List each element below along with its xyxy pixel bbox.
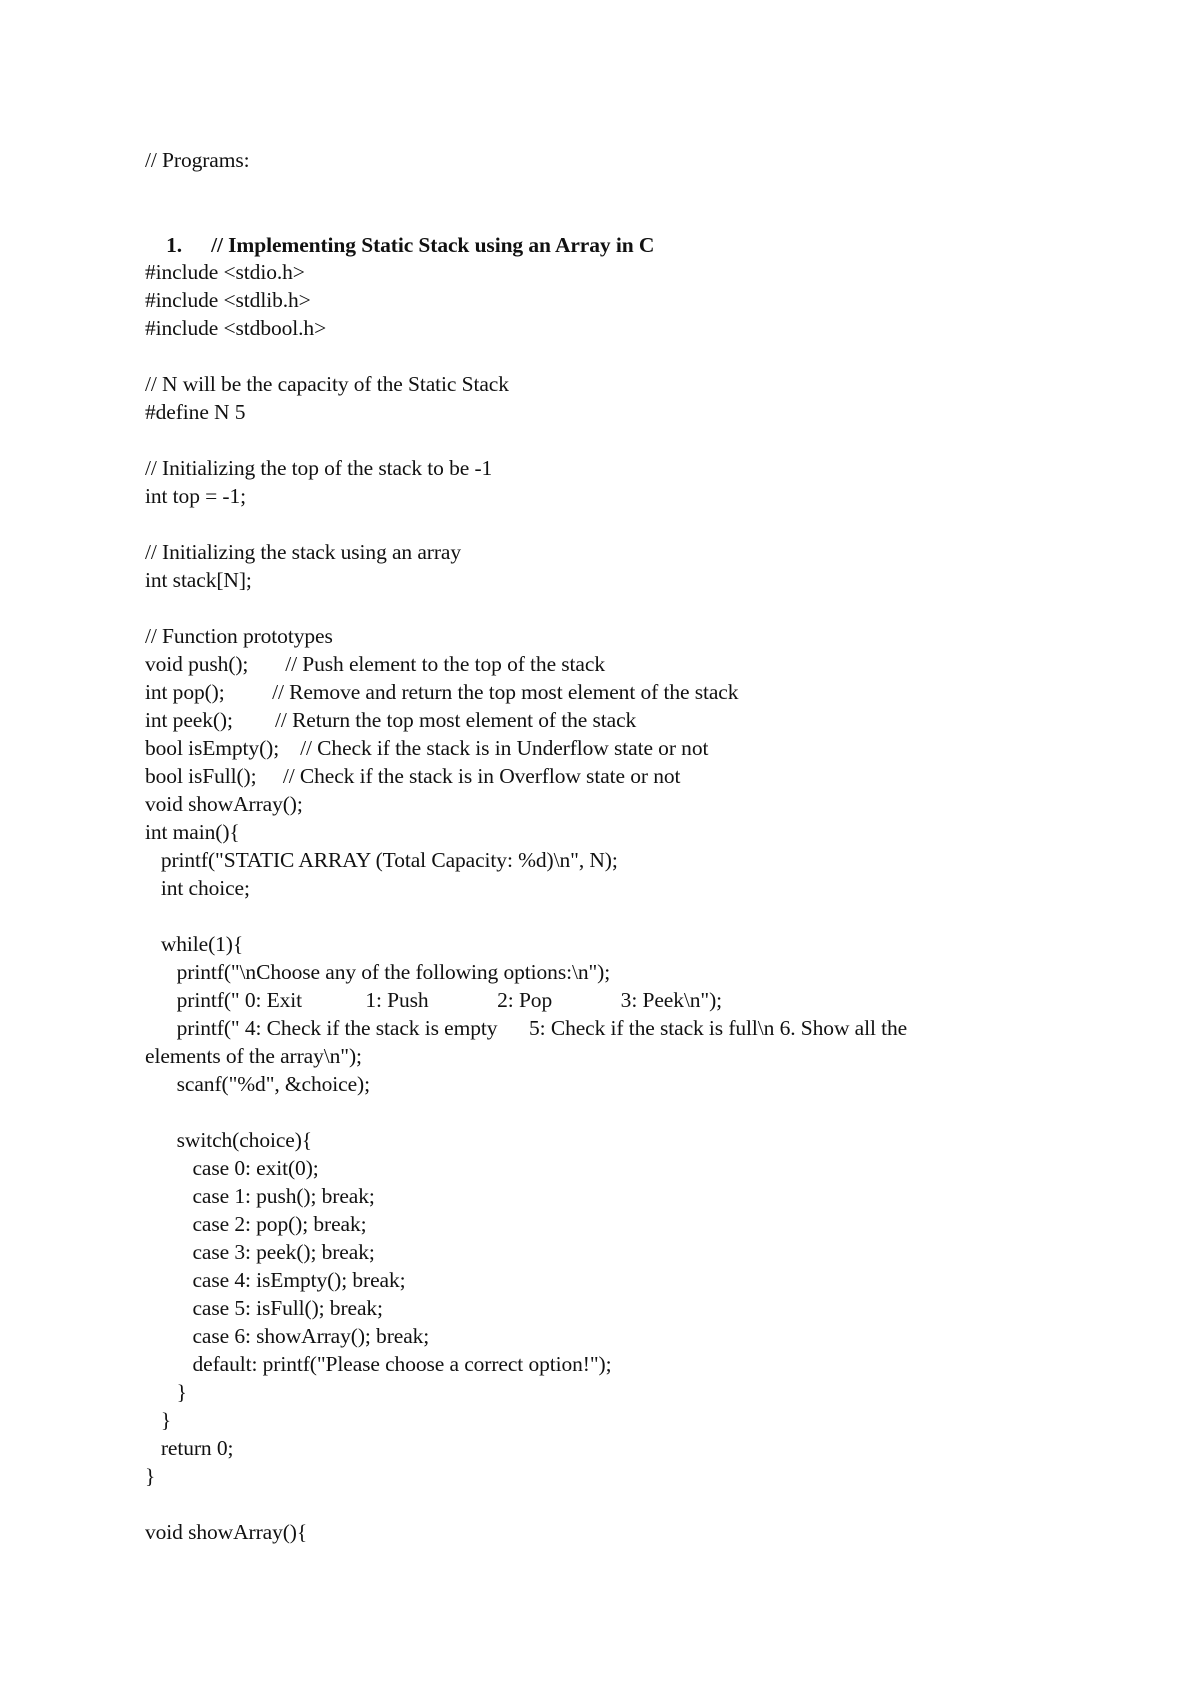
code-line: default: printf("Please choose a correct option!"); <box>145 1352 612 1376</box>
code-line: case 4: isEmpty(); break; <box>145 1268 406 1292</box>
code-line: scanf("%d", &choice); <box>145 1072 370 1096</box>
code-line: return 0; <box>145 1436 234 1460</box>
code-line: // N will be the capacity of the Static Stack <box>145 372 509 396</box>
code-line: // Initializing the stack using an array <box>145 540 462 564</box>
code-line: } <box>145 1464 156 1488</box>
code-line: #include <stdlib.h> <box>145 288 311 312</box>
code-line: #include <stdio.h> <box>145 260 305 284</box>
code-line: elements of the array\n"); <box>145 1044 362 1068</box>
code-line: case 5: isFull(); break; <box>145 1296 383 1320</box>
section-title: // Implementing Static Stack using an Array in C <box>211 233 655 257</box>
code-line: // Initializing the top of the stack to be -1 <box>145 456 493 480</box>
code-line: } <box>145 1380 187 1404</box>
code-line: case 6: showArray(); break; <box>145 1324 430 1348</box>
code-line: printf("\nChoose any of the following options:\n"); <box>145 960 611 984</box>
code-line: int stack[N]; <box>145 568 252 592</box>
code-line: // Function prototypes <box>145 624 333 648</box>
section-number: 1. <box>166 233 183 257</box>
code-line: case 1: push(); break; <box>145 1184 375 1208</box>
code-line: printf("STATIC ARRAY (Total Capacity: %d)\n", N); <box>145 848 618 872</box>
code-line: printf(" 0: Exit 1: Push 2: Pop 3: Peek\n"); <box>145 988 723 1012</box>
code-line: while(1){ <box>145 932 244 956</box>
code-line: switch(choice){ <box>145 1128 313 1152</box>
code-line: void showArray(){ <box>145 1520 308 1544</box>
code-line: int main(){ <box>145 820 240 844</box>
code-line: #define N 5 <box>145 400 246 424</box>
code-line: void push(); // Push element to the top of the stack <box>145 652 605 676</box>
code-line: case 3: peek(); break; <box>145 1240 375 1264</box>
code-line: int choice; <box>145 876 250 900</box>
code-line: #include <stdbool.h> <box>145 316 327 340</box>
code-line: void showArray(); <box>145 792 303 816</box>
code-line: } <box>145 1408 172 1432</box>
code-line: bool isFull(); // Check if the stack is in Overflow state or not <box>145 764 681 788</box>
code-line: printf(" 4: Check if the stack is empty 5: Check if the stack is full\n 6. Show all the <box>145 1016 908 1040</box>
header-comment: // Programs: <box>145 148 250 172</box>
code-line: case 0: exit(0); <box>145 1156 319 1180</box>
code-line: int peek(); // Return the top most element of the stack <box>145 708 637 732</box>
code-line: bool isEmpty(); // Check if the stack is in Underflow state or not <box>145 736 709 760</box>
code-line: int pop(); // Remove and return the top most element of the stack <box>145 680 739 704</box>
code-line: int top = -1; <box>145 484 247 508</box>
code-line: case 2: pop(); break; <box>145 1212 367 1236</box>
